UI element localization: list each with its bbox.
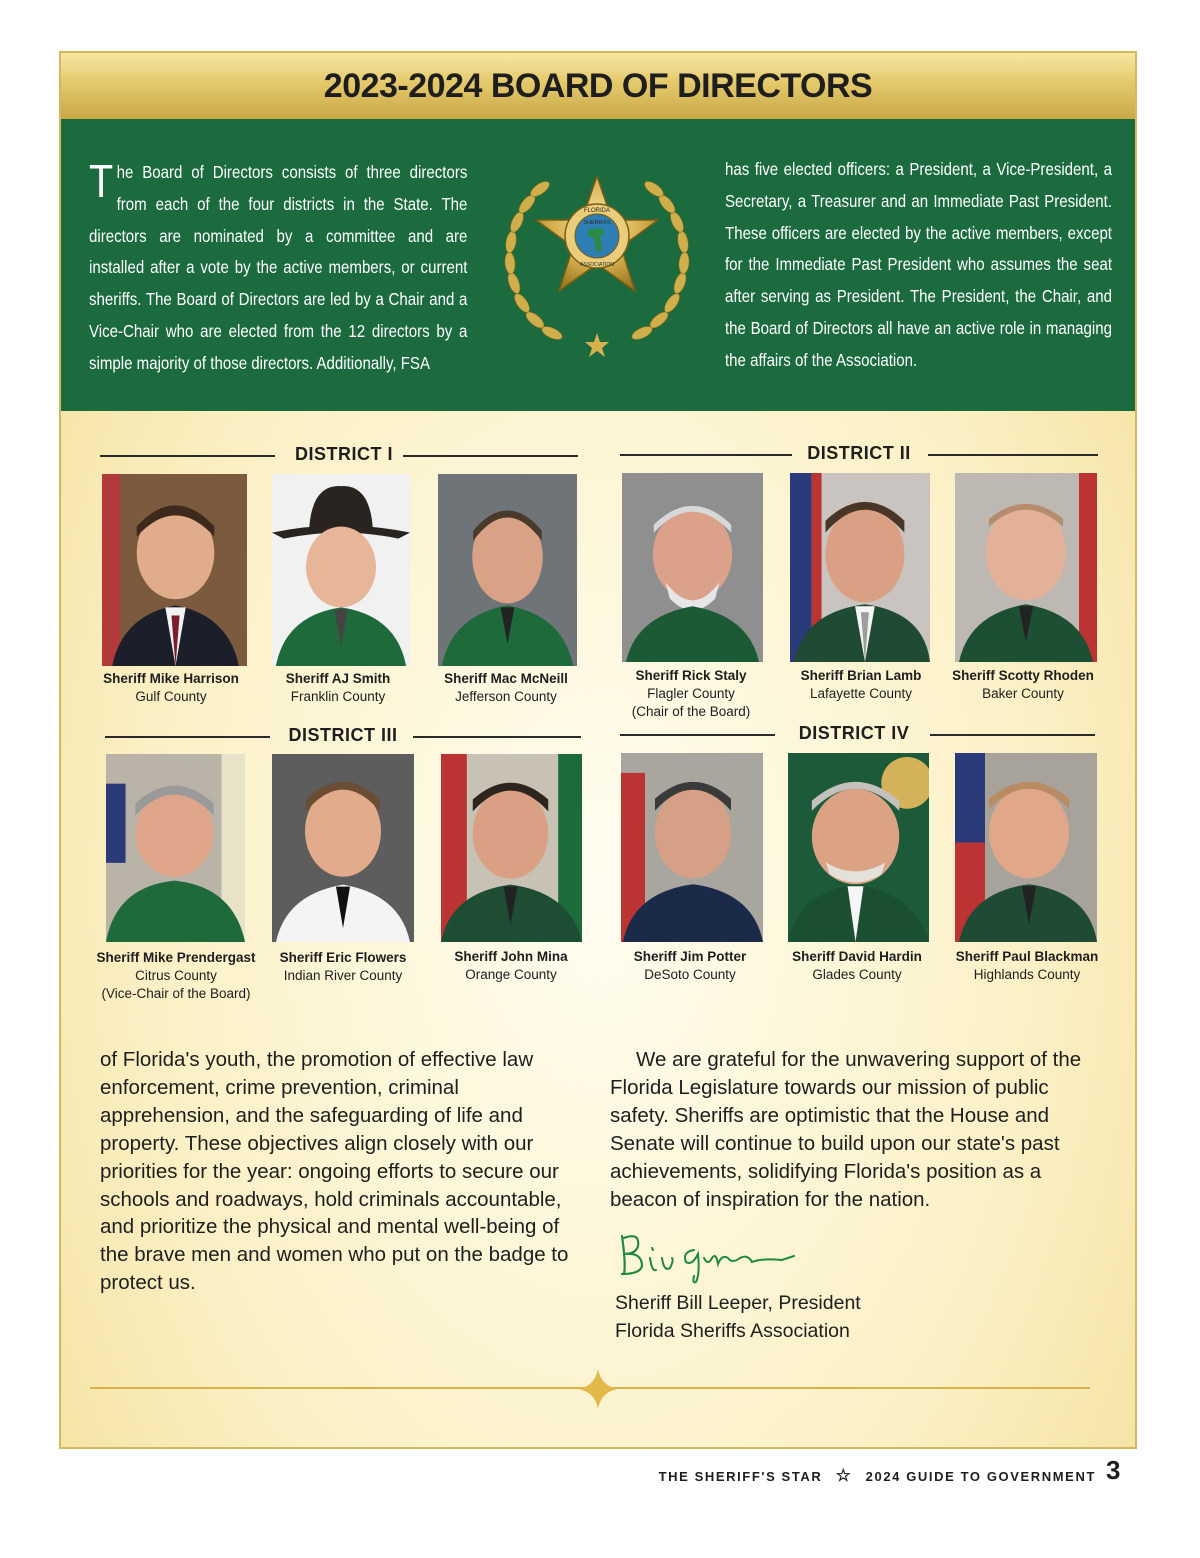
director-name: Sheriff AJ Smith [285,671,391,686]
director-name: Sheriff Scotty Rhoden [952,668,1094,683]
director-caption [596,667,786,721]
divider-line [620,454,792,456]
director-county: Highlands County [973,967,1081,982]
seal-ring-bottom-text: ASSOCIATION [580,262,614,268]
director-county: Citrus County [135,968,217,983]
director-photo [955,753,1097,942]
director-caption [248,949,438,985]
director-photo [272,474,410,666]
district-2-label: DISTRICT II [807,443,911,463]
page-number: 3 [1106,1455,1121,1485]
divider-line [105,736,270,738]
director-photo [788,753,929,942]
director-caption [243,670,433,706]
director-role-note: (Chair of the Board) [631,704,751,719]
director-name: Sheriff Paul Blackman [955,949,1099,964]
director-name: Sheriff David Hardin [792,949,922,964]
signer-name: Sheriff Bill Leeper, President [615,1292,861,1314]
divider-line [413,736,581,738]
director-photo [441,754,582,942]
director-caption [595,948,785,984]
divider-line [403,455,578,457]
director-name: Sheriff Jim Potter [633,949,747,964]
director-caption [762,948,952,984]
signature-image [612,1224,802,1284]
seal-ring-top-text: FLORIDA [583,208,611,214]
seal-ring-mid-text: SHERIFFS [583,220,611,226]
director-name: Sheriff Rick Staly [635,668,747,683]
director-caption [76,670,266,706]
director-county: DeSoto County [644,967,736,982]
star-outline-icon: ☆ [835,1466,853,1485]
director-photo [102,474,247,666]
director-photo [790,473,930,662]
district-1-header [100,444,578,466]
sheriffs-star-seal-icon [492,158,702,358]
district-4-header [620,723,1095,745]
publication-subtitle: 2024 GUIDE TO GOVERNMENT [865,1469,1096,1484]
director-photo [106,754,245,942]
director-county: Lafayette County [809,686,913,701]
director-photo [622,473,763,662]
director-caption [81,949,271,1003]
divider-line [100,455,275,457]
district-2-header [620,443,1098,465]
director-photo [272,754,414,942]
publication-name: THE SHERIFF'S STAR [658,1469,823,1484]
intro-right-text: has five elected officers: a President, a Vice-President, a Secretary, a Treasurer and an Immediate Past President. These officers are elected by the active members, except for the Immediate Past President who assumes the seat after serving as President. The President, the Chair, and the Board of Directors all have an active role in managing the affairs of the Association. [725,159,1112,370]
director-county: Indian River County [283,968,403,983]
intro-left-text [89,157,467,380]
director-county: Baker County [982,686,1064,701]
director-caption [416,948,606,984]
director-caption [928,667,1118,703]
director-caption [932,948,1122,984]
divider-line [620,734,775,736]
footer [659,1466,1096,1486]
director-caption [411,670,601,706]
director-name: Sheriff Mike Prendergast [96,950,256,965]
signer-organization: Florida Sheriffs Association [615,1320,850,1342]
director-name: Sheriff Brian Lamb [800,668,922,683]
director-name: Sheriff Eric Flowers [279,950,407,965]
director-photo [438,474,577,666]
director-county: Orange County [465,967,557,982]
director-name: Sheriff Mac McNeill [444,671,568,686]
drop-cap: T [89,155,114,207]
body-text-left: of Florida's youth, the promotion of effective law enforcement, crime prevention, criminal apprehension, and the safeguarding of life and property. These objectives align closely with our priorities for the year: ongoing efforts to secure our schools and roadways, hold criminals accountable, and prioritize the physical and mental well-being of the brave men and women who put on the badge to protect us. [100,1048,569,1295]
divider-line [930,734,1095,736]
district-4-label: DISTRICT IV [798,723,910,743]
director-name: Sheriff John Mina [454,949,568,964]
director-name: Sheriff Mike Harrison [103,671,239,686]
body-text-right-content: We are grateful for the unwavering support of the Florida Legislature towards our mission of public safety. Sheriffs are optimistic that the House and Senate will continue to build upon our state's past achievements, solidifying Florida's position as a beacon of inspiration for the nation. [610,1048,1082,1211]
director-role-note: (Vice-Chair of the Board) [101,986,251,1001]
director-county: Franklin County [290,689,386,704]
district-1-label: DISTRICT I [295,444,393,464]
page-title: 2023-2024 BOARD OF DIRECTORS [323,66,873,105]
director-county: Jefferson County [455,689,557,704]
title-banner [61,53,1135,119]
district-3-label: DISTRICT III [288,725,398,745]
director-county: Glades County [812,967,902,982]
director-photo [621,753,763,942]
director-county: Flagler County [647,686,735,701]
sparkle-diamond-icon [578,1369,618,1409]
director-photo [955,473,1097,662]
intro-left-body: he Board of Directors consists of three directors from each of the four districts in the State. The directors are nominated by a committee and are installed after a vote by the active members, or current sheriffs. The Board of Directors are led by a Chair and a Vice-Chair who are elected from the 12 directors by a simple majority of those directors. Additionally, FSA [89,162,468,373]
signature-block [615,1289,861,1345]
divider-line [928,454,1098,456]
director-county: Gulf County [135,689,207,704]
district-3-header [105,725,581,747]
body-text-right [610,1046,1110,1213]
